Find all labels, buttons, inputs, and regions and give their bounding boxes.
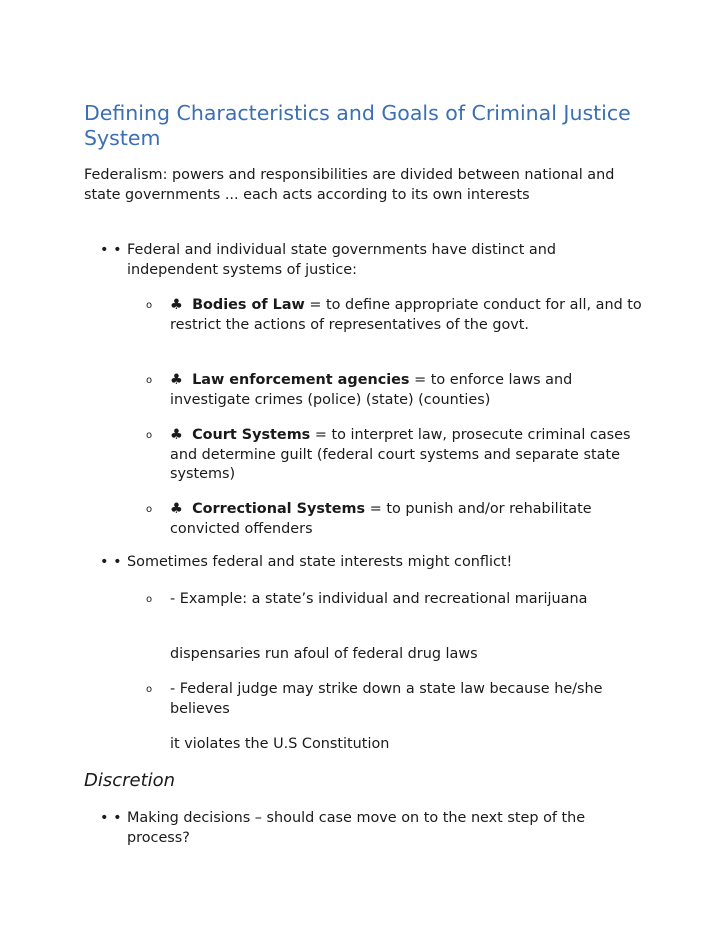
sub-bullet-marker: o [146,430,153,441]
bullet-marker: • • [100,554,122,570]
club-icon: ♣ [170,297,183,313]
section-heading-discretion: Discretion [84,770,176,791]
bullet-text: Making decisions – should case move on to the next step of the process? [127,810,586,846]
continuation-text: it violates the U.S Constitution [170,736,390,752]
sub-bullet-marker: o [146,504,153,515]
continuation-text: dispensaries run afoul of federal drug laws [170,646,478,662]
sub-bullet-marker: o [146,594,153,605]
term: Bodies of Law [192,297,305,313]
bullet-text: Sometimes federal and state interests might conflict! [127,554,513,570]
sub-item-text: - Federal judge may strike down a state law because he/she believes [170,681,603,717]
definition: = to define appropriate conduct for all, and to restrict the actions of representatives of the govt. [170,297,642,333]
sub-bullet-marker: o [146,300,153,311]
definition: = to punish and/or rehabilitate convicted offenders [170,501,592,537]
club-icon: ♣ [170,427,183,443]
term: Law enforcement agencies [192,372,410,388]
term: Correctional Systems [192,501,366,517]
section-heading: Defining Characteristics and Goals of Criminal Justice System [84,101,631,150]
bullet-marker: • • [100,242,122,258]
sub-bullet-marker: o [146,684,153,695]
bullet-text: Federal and individual state governments have distinct and independent systems of justice: [127,242,557,278]
term: Court Systems [192,427,311,443]
intro-paragraph: Federalism: powers and responsibilities are divided between national and state governments ... each acts according to its own interests [84,167,615,203]
club-icon: ♣ [170,501,183,517]
sub-item-text: - Example: a state’s individual and recreational marijuana [170,591,588,607]
club-icon: ♣ [170,372,183,388]
definition: = to interpret law, prosecute criminal cases and determine guilt (federal court systems and separate state systems) [170,427,631,482]
sub-bullet-marker: o [146,375,153,386]
bullet-marker: • • [100,810,122,826]
definition: = to enforce laws and investigate crimes (police) (state) (counties) [170,372,573,408]
